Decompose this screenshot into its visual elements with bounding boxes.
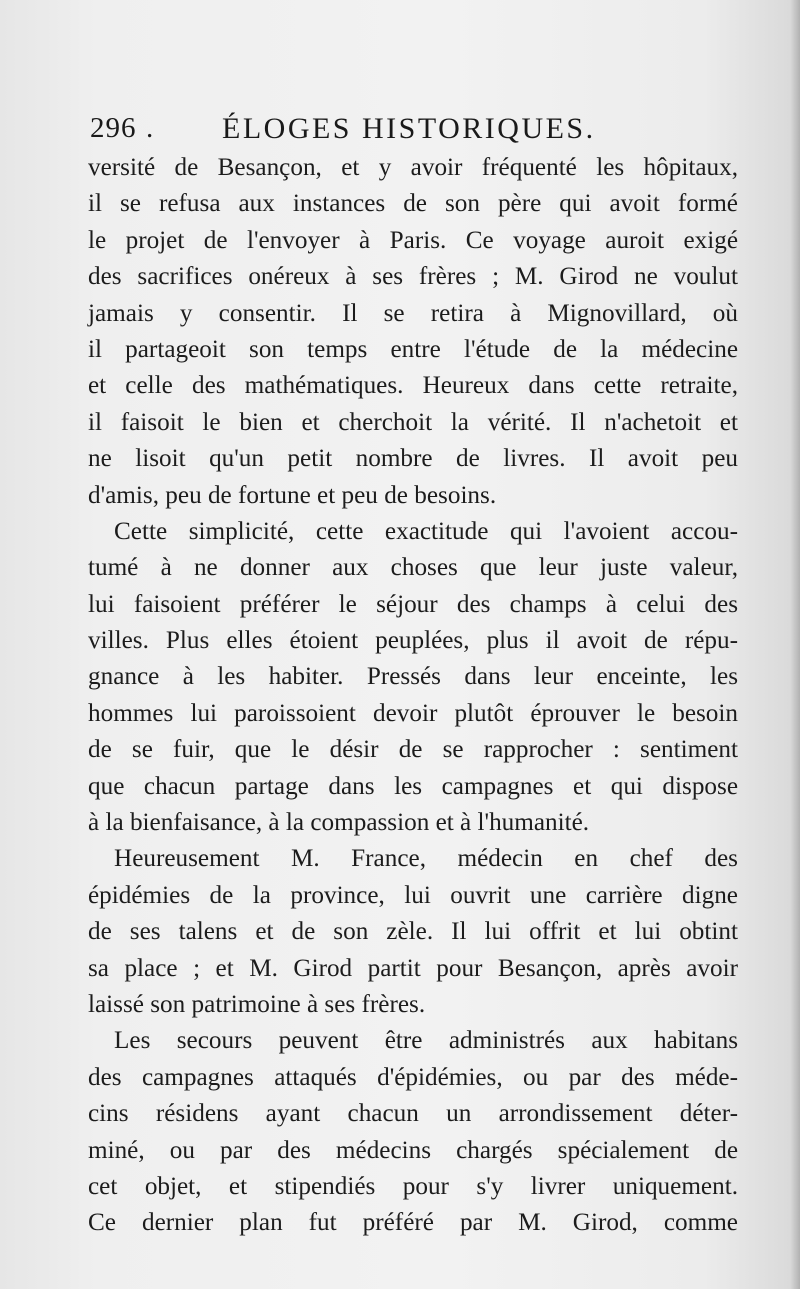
text-line: à la bienfaisance, à la compassion et à l'humanité. (88, 809, 590, 837)
text-line: des campagnes attaqués d'épidémies, ou par des méde- (88, 1063, 738, 1091)
text-line: villes. Plus elles étoient peuplées, plus il avoit de répu- (88, 627, 738, 655)
text-line: que chacun partage dans les campagnes et qui dispose (88, 772, 738, 800)
text-line: épidémies de la province, lui ouvrit une carrière digne (88, 881, 738, 909)
text-line: cet objet, et stipendiés pour s'y livrer uniquement. (88, 1172, 738, 1200)
text-line: de se fuir, que le désir de se rapprocher : sentiment (88, 736, 738, 764)
paragraph-start-line: Les secours peuvent être administrés aux habitans (114, 1027, 738, 1055)
text-line: des sacrifices onéreux à ses frères ; M. Girod ne voulut (88, 263, 738, 291)
header-separator: . (146, 112, 154, 144)
page-header (88, 108, 738, 154)
running-title: ÉLOGES HISTORIQUES. (222, 112, 596, 145)
text-line: tumé à ne donner aux choses que leur juste valeur, (88, 554, 738, 582)
text-line: jamais y consentir. Il se retira à Mignovillard, où (88, 299, 738, 327)
text-line: cins résidens ayant chacun un arrondissement déter- (88, 1100, 738, 1128)
paragraph-start-line: Cette simplicité, cette exactitude qui l'avoient accou- (114, 517, 738, 545)
paragraph-start-line: Heureusement M. France, médecin en chef des (114, 845, 738, 873)
text-line: il faisoit le bien et cherchoit la vérité. Il n'achetoit et (88, 408, 738, 436)
text-line: d'amis, peu de fortune et peu de besoins. (88, 481, 497, 509)
body-text (88, 150, 738, 1242)
text-line: laissé son patrimoine à ses frères. (88, 990, 426, 1018)
text-line: Ce dernier plan fut préféré par M. Girod, comme (88, 1209, 738, 1237)
text-line: versité de Besançon, et y avoir fréquenté les hôpitaux, (88, 154, 738, 181)
text-line: sa place ; et M. Girod partit pour Besançon, après avoir (88, 954, 738, 982)
text-line: gnance à les habiter. Pressés dans leur enceinte, les (88, 663, 738, 691)
text-line: il partageoit son temps entre l'étude de la médecine (88, 335, 738, 363)
text-line: lui faisoient préférer le séjour des champs à celui des (88, 590, 738, 618)
text-line: le projet de l'envoyer à Paris. Ce voyage auroit exigé (88, 226, 738, 254)
page-number: 296 (90, 112, 137, 144)
text-line: ne lisoit qu'un petit nombre de livres. Il avoit peu (88, 445, 738, 473)
text-line: de ses talens et de son zèle. Il lui offrit et lui obtint (88, 918, 738, 946)
text-line: et celle des mathématiques. Heureux dans cette retraite, (88, 372, 738, 400)
text-line: miné, ou par des médecins chargés spécialement de (88, 1136, 738, 1164)
text-line: hommes lui paroissoient devoir plutôt éprouver le besoin (88, 699, 738, 727)
text-line: il se refusa aux instances de son père qui avoit formé (88, 190, 738, 218)
